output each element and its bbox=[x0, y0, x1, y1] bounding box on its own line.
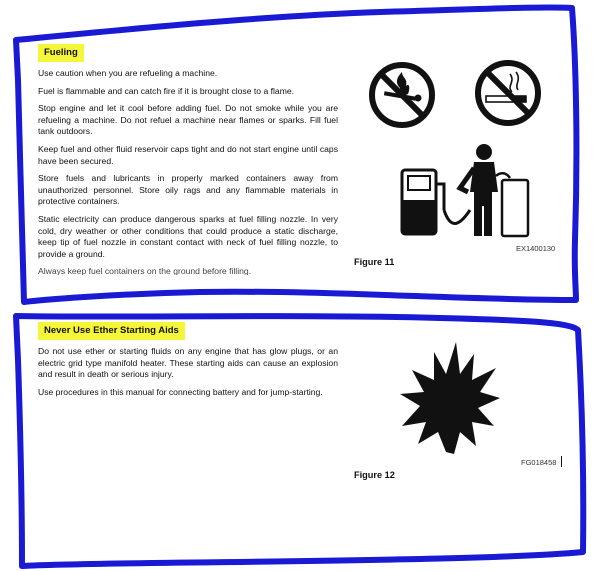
fueling-paragraph: Always keep fuel containers on the ground before filling. bbox=[38, 266, 252, 276]
ether-paragraph: Use procedures in this manual for connecting battery and for jump-starting. bbox=[38, 386, 323, 397]
figure-11-caption: Figure 11 bbox=[354, 257, 395, 267]
fueling-paragraph: Static electricity can produce dangerous sparks at fuel filling nozzle. In very cold, dry weather or other conditions that could produce a static discharge, keep tip of fuel nozzle in constant contact with neck of fuel filling nozzle, to provide a ground. bbox=[38, 213, 338, 259]
fueling-section bbox=[38, 42, 338, 281]
no-smoking-icon bbox=[470, 58, 546, 128]
fueling-heading: Fueling bbox=[38, 44, 84, 62]
fueling-paragraph: Keep fuel and other fluid reservoir caps tight and do not start engine until caps have been secured. bbox=[38, 143, 338, 166]
figure-11-code: EX1400130 bbox=[516, 244, 556, 253]
fueling-paragraph: Stop engine and let it cool before adding fuel. Do not smoke while you are refueling a machine. Do not refuel a machine near flames or sparks. Fill fuel tank outdoors. bbox=[38, 103, 338, 137]
fueling-paragraph: Store fuels and lubricants in properly marked containers away from unauthorized personnel. Store oily rags and any flammable materials in protective containers. bbox=[38, 173, 338, 207]
no-open-flame-icon bbox=[364, 60, 440, 130]
text-cursor bbox=[561, 456, 562, 467]
ether-heading: Never Use Ether Starting Aids bbox=[38, 322, 185, 340]
explosion-icon bbox=[398, 340, 502, 456]
ether-paragraph: Do not use ether or starting fluids on any engine that has glow plugs, or an electric grid type manifold heater. These starting aids can cause an explosion and result in death or serious injury. bbox=[38, 346, 338, 380]
figure-12-code: FG018458 bbox=[521, 458, 557, 467]
fueling-paragraph: Use caution when you are refueling a machine. bbox=[38, 68, 218, 78]
ether-section bbox=[38, 320, 338, 404]
fueling-paragraph: Fuel is flammable and can catch fire if it is brought close to a flame. bbox=[38, 85, 295, 96]
refueling-pictogram-icon bbox=[398, 140, 532, 240]
figure-12-caption: Figure 12 bbox=[354, 470, 395, 480]
